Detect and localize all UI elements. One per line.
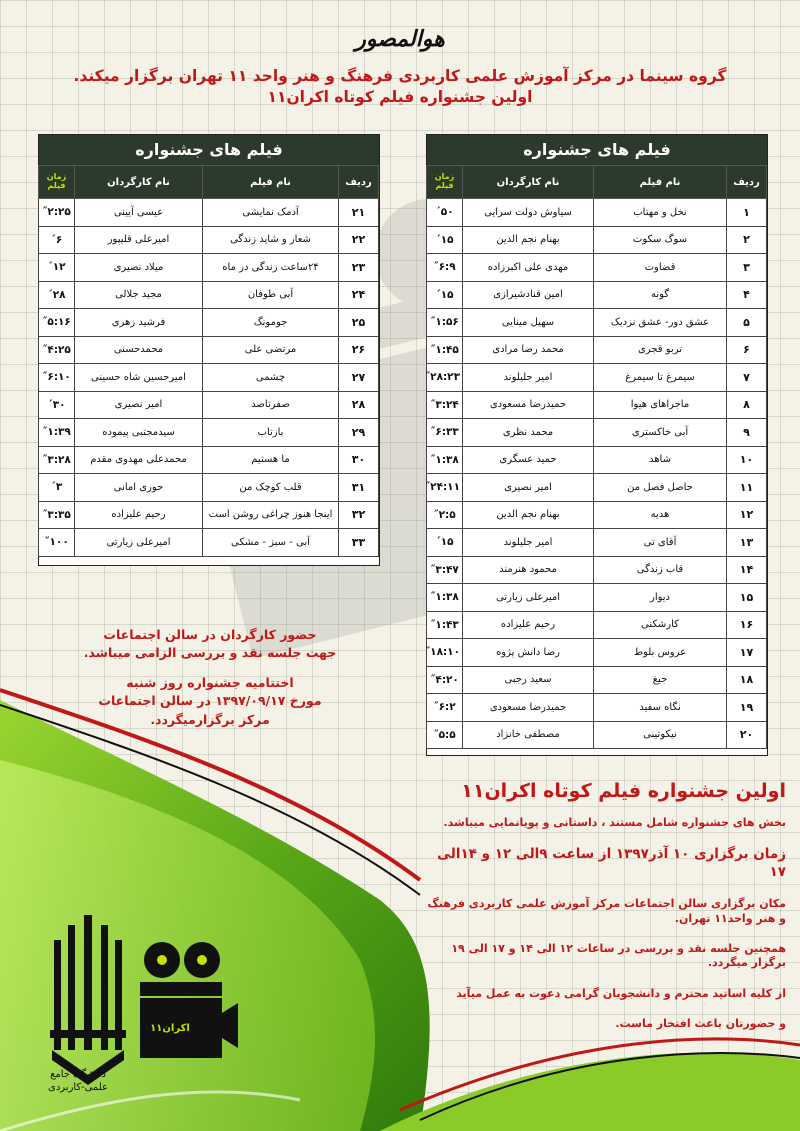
- director-name: حمیدرضا مسعودی: [463, 391, 594, 419]
- film-name: اینجا هنوز چراغی روشن است: [203, 501, 339, 529]
- film-name: نگاه سفید: [594, 694, 727, 722]
- info-venue: مکان برگزاری سالن اجتماعات مرکز آموزش علمی کاربردی فرهنگ و هنر واحد۱۱ تهران.: [427, 897, 786, 925]
- director-name: امیر نصیری: [463, 474, 594, 502]
- film-name: آبی - سبز - مشکی: [203, 529, 339, 557]
- notice-line: اختتامیه جشنواره روز شنبه: [126, 675, 294, 691]
- row-number: ۱۰: [727, 446, 767, 474]
- notice-line: مورخ ۱۳۹۷/۰۹/۱۷ در سالن اجتماعات: [98, 693, 322, 709]
- row-number: ۳۱: [339, 474, 379, 502]
- info-schedule: زمان برگزاری ۱۰ آذر۱۳۹۷ از ساعت ۹الی ۱۲ و ۱۴الی ۱۷: [437, 846, 786, 880]
- info-closing: و حضورتان باعث افتخار ماست.: [615, 1016, 786, 1030]
- notice-line: حضور کارگردان در سالن اجتماعات: [103, 627, 317, 642]
- film-duration: ۱۵´: [427, 529, 463, 557]
- table-row: [39, 199, 379, 227]
- table-row: [427, 336, 767, 364]
- film-name: جومونگ: [203, 309, 339, 337]
- festival-logo-name: اکران۱۱: [150, 1023, 190, 1034]
- table-row: [427, 694, 767, 722]
- table-row: [39, 446, 379, 474]
- table-row: [427, 391, 767, 419]
- info-review: همچنین جلسه نقد و بررسی در ساعات ۱۲ الی ۱۴ و ۱۷ الی ۱۹ برگزار میگردد.: [451, 941, 786, 970]
- col-row: ردیف: [339, 166, 379, 199]
- info-title: اولین جشنواره فیلم کوتاه اکران۱۱: [461, 780, 786, 802]
- film-name: هدیه: [594, 501, 727, 529]
- film-name: ۲۴ساعت زندگی در ماه: [203, 254, 339, 282]
- col-director: نام کارگردان: [75, 166, 203, 199]
- col-director: نام کارگردان: [463, 166, 594, 199]
- director-name: حمیدرضا مسعودی: [463, 694, 594, 722]
- notice-line: جهت جلسه نقد و بررسی الزامی میباشد.: [83, 645, 337, 661]
- director-name: حوری امانی: [75, 474, 203, 502]
- info-invite: از کلیه اساتید محترم و دانشجویان گرامی دعوت به عمل میآید: [456, 986, 786, 1000]
- films-table-right: [426, 134, 768, 756]
- director-name: محمدعلی مهدوی مقدم: [75, 446, 203, 474]
- film-name: شاهد: [594, 446, 727, 474]
- film-duration: ۳´: [39, 474, 75, 502]
- director-name: امیر نصیری: [75, 391, 203, 419]
- headline-line1: گروه سینما در مرکز آموزش علمی کاربردی فرهنگ و هنر واحد ۱۱ تهران برگزار میکند.: [73, 67, 727, 85]
- film-name: عروس بلوط: [594, 639, 727, 667]
- film-name: نخل و مهتاب: [594, 199, 727, 227]
- film-name: سوگ سکوت: [594, 226, 727, 254]
- director-name: محمود هنرمند: [463, 556, 594, 584]
- notice-line: مرکز برگزارمیگردد.: [150, 711, 270, 727]
- film-duration: ۶´: [39, 226, 75, 254]
- table-row: [427, 281, 767, 309]
- film-name: قاب زندگی: [594, 556, 727, 584]
- table-row: [39, 364, 379, 392]
- film-duration: ۴:۲۰˝: [427, 666, 463, 694]
- film-name: تربو قجری: [594, 336, 727, 364]
- film-duration: ۱۰۰˝: [39, 529, 75, 557]
- film-duration: ۵۰´: [427, 199, 463, 227]
- table-row: [39, 501, 379, 529]
- motto: هوالمصور: [355, 26, 445, 52]
- director-name: امیر جلیلوند: [463, 364, 594, 392]
- director-name: میلاد نصیری: [75, 254, 203, 282]
- table-row: [427, 721, 767, 749]
- film-duration: ۳:۲۴˝: [427, 391, 463, 419]
- film-duration: ۲:۵˝: [427, 501, 463, 529]
- table-row: [427, 419, 767, 447]
- director-name: مهدی علی اکبرزاده: [463, 254, 594, 282]
- director-name: حمید عسگری: [463, 446, 594, 474]
- director-name: محمد رضا مرادی: [463, 336, 594, 364]
- film-name: قضاوت: [594, 254, 727, 282]
- table-title-right: فیلم های جشنواره: [427, 135, 767, 165]
- director-name: بهنام نجم الدین: [463, 226, 594, 254]
- row-number: ۱۷: [727, 639, 767, 667]
- film-name: چشمی: [203, 364, 339, 392]
- director-name: سیدمجتبی پیموده: [75, 419, 203, 447]
- film-name: آبی طوفان: [203, 281, 339, 309]
- film-duration: ۲۸:۲۳˝: [427, 364, 463, 392]
- table-row: [427, 639, 767, 667]
- director-name: امیرعلی قلیپور: [75, 226, 203, 254]
- table-row: [427, 556, 767, 584]
- table-row: [427, 529, 767, 557]
- festival-info: [420, 780, 786, 1047]
- table-row: [427, 446, 767, 474]
- university-name: [38, 1068, 118, 1094]
- table-row: [427, 226, 767, 254]
- director-name: سهیل مینایی: [463, 309, 594, 337]
- film-name: شعار و شاید زندگی: [203, 226, 339, 254]
- film-name: حاصل فصل من: [594, 474, 727, 502]
- film-duration: ۲:۲۵˝: [39, 199, 75, 227]
- film-name: آبی خاکستری: [594, 419, 727, 447]
- film-duration: ۱:۳۸˝: [427, 446, 463, 474]
- film-name: آقای تی: [594, 529, 727, 557]
- director-name: امیرعلی زیارتی: [463, 584, 594, 612]
- headline-line2: اولین جشنواره فیلم کوتاه اکران۱۱: [267, 87, 533, 106]
- film-duration: ۱:۴۳˝: [427, 611, 463, 639]
- festival-logo: [130, 938, 240, 1073]
- table-row: [39, 309, 379, 337]
- row-number: ۷: [727, 364, 767, 392]
- table-row: [39, 419, 379, 447]
- film-name: مرتضی علی: [203, 336, 339, 364]
- film-name: قلب کوچک من: [203, 474, 339, 502]
- film-duration: ۶:۱۰˝: [39, 364, 75, 392]
- table-row: [427, 254, 767, 282]
- film-duration: ۶:۹˝: [427, 254, 463, 282]
- director-name: امیرحسین شاه حسینی: [75, 364, 203, 392]
- row-number: ۳۲: [339, 501, 379, 529]
- table-row: [427, 584, 767, 612]
- row-number: ۲: [727, 226, 767, 254]
- row-number: ۲۴: [339, 281, 379, 309]
- film-duration: ۱۵´: [427, 281, 463, 309]
- table-row: [39, 254, 379, 282]
- director-name: عیسی آیینی: [75, 199, 203, 227]
- films-rows-left: [39, 199, 379, 557]
- director-notice: [40, 626, 380, 741]
- table-row: [427, 611, 767, 639]
- table-row: [39, 281, 379, 309]
- row-number: ۳۰: [339, 446, 379, 474]
- director-name: امیر جلیلوند: [463, 529, 594, 557]
- director-name: رضا دانش پژوه: [463, 639, 594, 667]
- row-number: ۳: [727, 254, 767, 282]
- film-name: گونه: [594, 281, 727, 309]
- col-time: زمان فیلم: [39, 166, 75, 199]
- col-time: زمان فیلم: [427, 166, 463, 199]
- col-film: نام فیلم: [203, 166, 339, 199]
- film-duration: ۱۲´: [39, 254, 75, 282]
- row-number: ۱۶: [727, 611, 767, 639]
- row-number: ۸: [727, 391, 767, 419]
- table-row: [39, 391, 379, 419]
- film-duration: ۳:۲۸˝: [39, 446, 75, 474]
- film-duration: ۱۸:۱۰˝: [427, 639, 463, 667]
- row-number: ۲۶: [339, 336, 379, 364]
- film-duration: ۶:۳۳˝: [427, 419, 463, 447]
- row-number: ۱۴: [727, 556, 767, 584]
- table-row: [427, 309, 767, 337]
- director-name: سعید رجبی: [463, 666, 594, 694]
- row-number: ۲۳: [339, 254, 379, 282]
- director-name: رحیم علیزاده: [463, 611, 594, 639]
- films-table-left: [38, 134, 380, 566]
- film-duration: ۲۸´: [39, 281, 75, 309]
- director-name: سیاوش دولت سرایی: [463, 199, 594, 227]
- row-number: ۱۱: [727, 474, 767, 502]
- film-duration: ۳۰´: [39, 391, 75, 419]
- director-name: محمدحسنی: [75, 336, 203, 364]
- film-name: سیمرغ تا سیمرغ: [594, 364, 727, 392]
- film-name: بازتاب: [203, 419, 339, 447]
- director-name: امیرعلی زیارتی: [75, 529, 203, 557]
- row-number: ۶: [727, 336, 767, 364]
- film-duration: ۵:۱۶˝: [39, 309, 75, 337]
- row-number: ۲۹: [339, 419, 379, 447]
- film-name: نیکوتینی: [594, 721, 727, 749]
- row-number: ۱۲: [727, 501, 767, 529]
- film-duration: ۱۵´: [427, 226, 463, 254]
- film-duration: ۵:۵˝: [427, 721, 463, 749]
- table-row: [427, 364, 767, 392]
- film-name: صفرتاصد: [203, 391, 339, 419]
- row-number: ۲۵: [339, 309, 379, 337]
- row-number: ۲۸: [339, 391, 379, 419]
- row-number: ۱: [727, 199, 767, 227]
- headline: [20, 66, 780, 108]
- film-name: ما هستیم: [203, 446, 339, 474]
- table-row: [39, 474, 379, 502]
- row-number: ۲۱: [339, 199, 379, 227]
- row-number: ۱۳: [727, 529, 767, 557]
- director-name: بهنام نجم الدین: [463, 501, 594, 529]
- row-number: ۲۰: [727, 721, 767, 749]
- film-duration: ۶:۲˝: [427, 694, 463, 722]
- director-name: امین قنادشیرازی: [463, 281, 594, 309]
- films-rows-right: [424, 199, 767, 749]
- row-number: ۲۲: [339, 226, 379, 254]
- director-name: رحیم علیزاده: [75, 501, 203, 529]
- director-name: محمد نظری: [463, 419, 594, 447]
- col-row: ردیف: [727, 166, 767, 199]
- row-number: ۱۵: [727, 584, 767, 612]
- film-duration: ۳:۳۵˝: [39, 501, 75, 529]
- row-number: ۴: [727, 281, 767, 309]
- film-name: جیغ: [594, 666, 727, 694]
- info-sections: بخش های جشنواره شامل مستند ، داستانی و پویانمایی میباشد.: [443, 816, 786, 829]
- table-row: [39, 529, 379, 557]
- film-duration: ۴:۲۵˝: [39, 336, 75, 364]
- director-name: فرشید زهری: [75, 309, 203, 337]
- university-line: علمی-کاربردی: [48, 1082, 108, 1093]
- row-number: ۵: [727, 309, 767, 337]
- row-number: ۲۷: [339, 364, 379, 392]
- film-name: عشق دور- عشق نزدیک: [594, 309, 727, 337]
- row-number: ۱۸: [727, 666, 767, 694]
- film-duration: ۳:۴۷˝: [427, 556, 463, 584]
- film-name: دیوار: [594, 584, 727, 612]
- col-film: نام فیلم: [594, 166, 727, 199]
- table-row: [427, 501, 767, 529]
- row-number: ۳۳: [339, 529, 379, 557]
- director-name: مصطفی خانزاد: [463, 721, 594, 749]
- film-duration: ۱:۵۶˝: [427, 309, 463, 337]
- row-number: ۱۹: [727, 694, 767, 722]
- table-row: [427, 666, 767, 694]
- film-duration: ۲۴:۱۱˝: [427, 474, 463, 502]
- row-number: ۹: [727, 419, 767, 447]
- film-name: ماجراهای هیوا: [594, 391, 727, 419]
- film-name: آدمک نمایشی: [203, 199, 339, 227]
- table-row: [39, 226, 379, 254]
- table-title-left: فیلم های جشنواره: [39, 135, 379, 165]
- table-row: [39, 336, 379, 364]
- film-duration: ۱:۳۹˝: [39, 419, 75, 447]
- film-duration: ۱:۳۸˝: [427, 584, 463, 612]
- film-name: کارشکنی: [594, 611, 727, 639]
- table-row: [427, 474, 767, 502]
- film-duration: ۱:۴۵˝: [427, 336, 463, 364]
- director-name: مجید جلالی: [75, 281, 203, 309]
- university-line: دانشگاه جامع: [50, 1069, 106, 1080]
- table-row: [427, 199, 767, 227]
